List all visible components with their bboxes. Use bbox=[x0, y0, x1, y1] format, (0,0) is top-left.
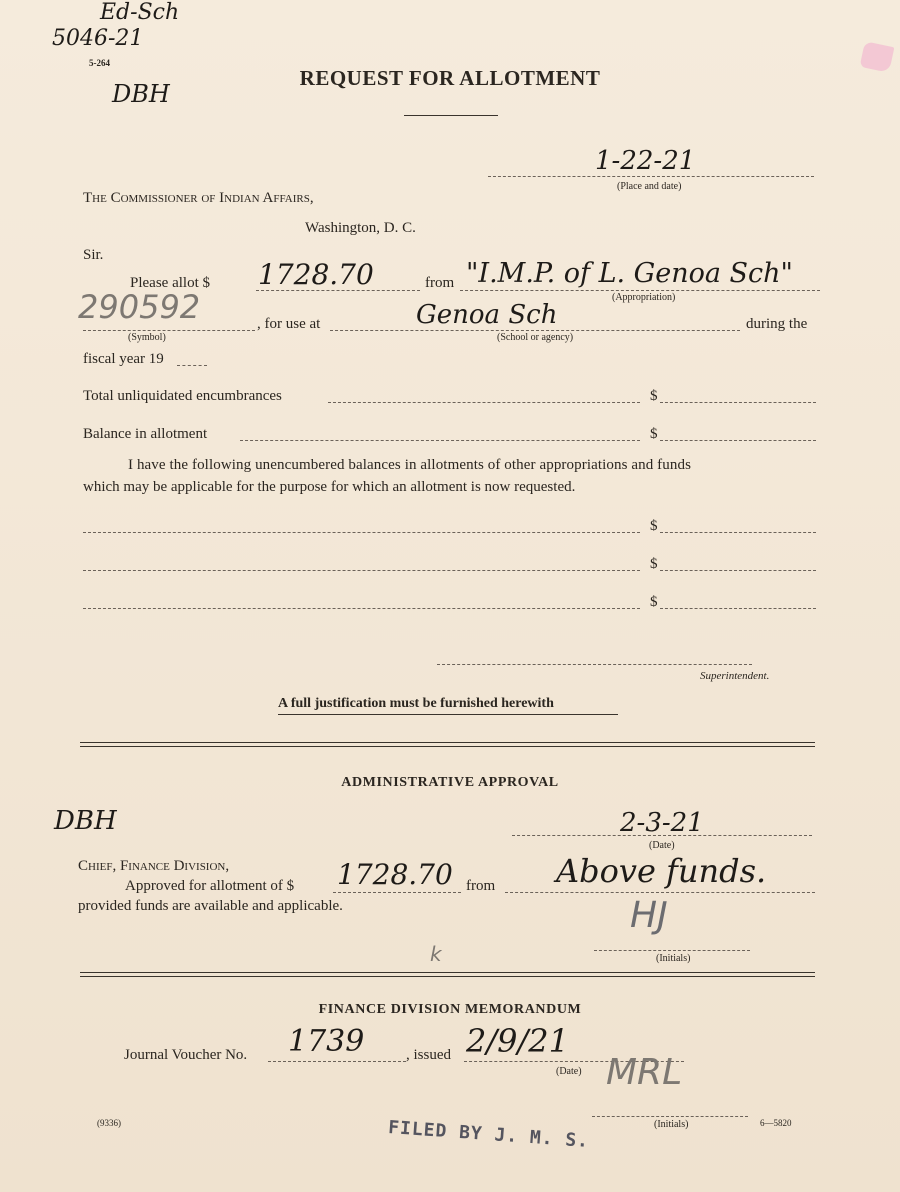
memo-initials-value: MRL bbox=[606, 1052, 683, 1093]
symbol-caption: (Symbol) bbox=[128, 332, 166, 343]
allot-amount-value: 1728.70 bbox=[258, 258, 374, 291]
approval-initials-left: DBH bbox=[54, 806, 117, 836]
superintendent-label: Superintendent. bbox=[700, 670, 770, 682]
fiscal-year-label: fiscal year 19 bbox=[83, 351, 164, 367]
unliquidated-line bbox=[328, 402, 640, 403]
page-title: REQUEST FOR ALLOTMENT bbox=[299, 66, 601, 90]
issued-label: , issued bbox=[406, 1047, 451, 1063]
memorandum-heading: FINANCE DIVISION MEMORANDUM bbox=[318, 1002, 582, 1017]
approved-amount-line bbox=[333, 892, 461, 893]
balance-line bbox=[240, 440, 640, 441]
justification-underline bbox=[278, 714, 618, 715]
approval-date-value: 2-3-21 bbox=[620, 808, 704, 838]
approved-source-line bbox=[505, 892, 815, 893]
form-number-right: 6—5820 bbox=[760, 1118, 792, 1128]
approved-amount-value: 1728.70 bbox=[337, 858, 453, 891]
balance-label: Balance in allotment bbox=[83, 426, 208, 442]
other-balance-line-1 bbox=[83, 532, 640, 533]
approval-initials-line bbox=[594, 950, 750, 951]
approval-initials-value: HJ bbox=[630, 895, 668, 936]
form-number-left: (9336) bbox=[97, 1118, 121, 1128]
school-value: Genoa Sch bbox=[416, 300, 558, 330]
unliquidated-amount-line bbox=[660, 402, 816, 403]
allot-from-label: from bbox=[425, 275, 455, 291]
memo-initials-caption: (Initials) bbox=[654, 1119, 689, 1130]
balance-dollar: $ bbox=[650, 426, 658, 442]
approved-source-value: Above funds. bbox=[556, 852, 767, 890]
other-balance-dollar-1: $ bbox=[650, 518, 658, 534]
title-underline bbox=[404, 115, 498, 116]
filed-by-stamp: FILED BY J. M. S. bbox=[387, 1117, 590, 1152]
section-divider-1 bbox=[80, 742, 815, 747]
chief-label: Chief, Finance Division, bbox=[78, 858, 230, 874]
school-line bbox=[330, 330, 740, 331]
other-balance-dollar-2: $ bbox=[650, 556, 658, 572]
fiscal-year-line bbox=[177, 365, 207, 366]
paragraph-line2: which may be applicable for the purpose for which an allotment is now requested. bbox=[83, 479, 576, 495]
addressee-line1: The Commissioner of Indian Affairs, bbox=[83, 190, 314, 206]
balance-amount-line bbox=[660, 440, 816, 441]
appropriation-value: "I.M.P. of L. Genoa Sch" bbox=[466, 258, 793, 289]
other-balance-amount-1 bbox=[660, 532, 816, 533]
request-date-caption: (Place and date) bbox=[617, 181, 682, 192]
approved-label: Approved for allotment of $ bbox=[125, 878, 295, 894]
other-balance-line-2 bbox=[83, 570, 640, 571]
journal-voucher-label: Journal Voucher No. bbox=[124, 1047, 248, 1063]
file-annotation-category: Ed-Sch bbox=[100, 0, 180, 25]
request-date-value: 1-22-21 bbox=[595, 146, 696, 176]
approval-heading: ADMINISTRATIVE APPROVAL bbox=[341, 775, 559, 790]
school-caption: (School or agency) bbox=[497, 332, 574, 343]
symbol-line bbox=[83, 330, 255, 331]
symbol-value: 290592 bbox=[78, 288, 201, 326]
file-annotation-number: 5046-21 bbox=[52, 26, 144, 51]
appropriation-line bbox=[460, 290, 820, 291]
top-initials: DBH bbox=[112, 80, 170, 108]
memo-initials-line bbox=[592, 1116, 748, 1117]
for-use-at-label: , for use at bbox=[257, 316, 321, 332]
superintendent-signature-line bbox=[437, 664, 752, 665]
approval-date-line bbox=[512, 835, 812, 836]
justification-note: A full justification must be furnished herewith bbox=[278, 696, 554, 711]
provided-label: provided funds are available and applicable. bbox=[78, 898, 343, 914]
please-allot-label: Please allot $ bbox=[130, 275, 210, 291]
section-divider-2 bbox=[80, 972, 815, 977]
appropriation-caption: (Appropriation) bbox=[612, 292, 676, 303]
voucher-value: 1739 bbox=[288, 1024, 365, 1059]
voucher-line bbox=[268, 1061, 406, 1062]
approval-initials-caption: (Initials) bbox=[656, 953, 691, 964]
issued-value: 2/9/21 bbox=[466, 1022, 569, 1060]
check-mark: k bbox=[430, 942, 442, 966]
unliquidated-label: Total unliquidated encumbrances bbox=[83, 388, 282, 404]
salutation: Sir. bbox=[83, 247, 104, 263]
approval-date-caption: (Date) bbox=[649, 840, 675, 851]
other-balance-dollar-3: $ bbox=[650, 594, 658, 610]
paragraph-line1: I have the following unencumbered balances in allotments of other appropriations and funds bbox=[128, 457, 692, 473]
during-the-label: during the bbox=[746, 316, 808, 332]
form-code: 5-264 bbox=[89, 58, 110, 68]
request-date-line bbox=[488, 176, 814, 177]
addressee-line2: Washington, D. C. bbox=[305, 220, 416, 236]
unliquidated-dollar: $ bbox=[650, 388, 658, 404]
other-balance-line-3 bbox=[83, 608, 640, 609]
other-balance-amount-3 bbox=[660, 608, 816, 609]
issued-date-caption: (Date) bbox=[556, 1066, 582, 1077]
other-balance-amount-2 bbox=[660, 570, 816, 571]
approved-from-label: from bbox=[466, 878, 496, 894]
